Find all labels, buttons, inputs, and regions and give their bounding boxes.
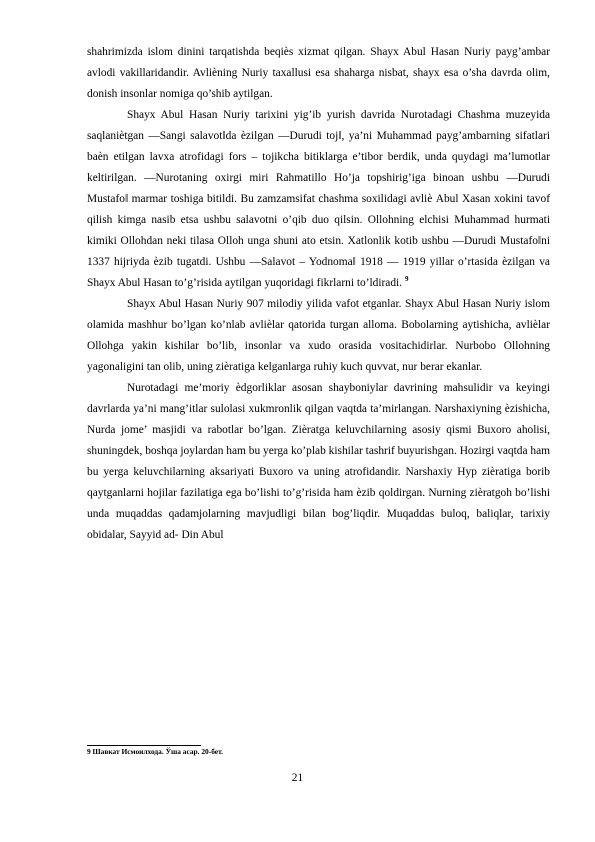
- paragraph-2: [87, 105, 550, 294]
- paragraph-4: [87, 378, 550, 546]
- footnote: 9 Шавкат Исмоилхода. Ўша асар. 20-бет.: [87, 747, 223, 756]
- paragraph-1-text: shahrimizda islom dinini tarqatishda beqiѐs xizmat qilgan. Shayx Abul Hasan Nuriy payg’ambar avlodi vakillaridandir. Avliѐning Nuriy taxallusi esa shaharga nisbat, shayx esa o’sha davrda olim, donish insonlar nomiga qo’shib aytilgan.: [87, 46, 550, 100]
- paragraph-3: [87, 294, 550, 378]
- paragraph-3-text: Shayx Abul Hasan Nuriy 907 milodiy yilida vafot etganlar. Shayx Abul Hasan Nuriy islom olamida mashhur bo’lgan ko’nlab avliѐlar qatorida turgan alloma. Bobolarning aytishicha, avliѐlar Ollohga yakin kishilar bo’lib, insonlar va xudo orasida vositachidirlar. Nurbobo Ollohning yagonaligini tan olib, uning ziѐratiga kelganlarga ruhiy kuch quvvat, nur berar ekanlar.: [87, 298, 550, 373]
- paragraph-1: [87, 42, 550, 105]
- footnote-reference[interactable]: 9: [404, 275, 409, 284]
- paragraph-2-text: Shayx Abul Hasan Nuriy tarixini yig’ib yurish davrida Nurotadagi Chashma muzeyida saqlaniѐtgan ―Sangi salavotǁda ѐzilgan ―Durudi tojǁ, ya’ni Muhammad payg’ambarning sifatlari baѐn etilgan lavxa atrofidagi fors – tojikcha bitiklarga e’tibor berdik, unda quydagi ma’lumotlar keltirilgan. ―Nurotaning oxirgi miri Rahmatillo Ho’ja topshirig’iga binoan ushbu ―Durudi Mustafoǁ marmar toshiga bitildi. Bu zamzamsifat chashma soxilidagi avliѐ Abul Xasan xokini tavof qilish kimga nasib etsa ushbu salavotni o’qib duo qilsin. Ollohning elchisi Muhammad hurmati kimiki Ollohdan neki tilasa Olloh unga shuni ato etsin. Xatlonlik kotib ushbu ―Durudi Mustafoǁni 1337 hijriyda ѐzib tugatdi. Ushbu ―Salavot – Yodnomaǁ 1918 — 1919 yillar o’rtasida ѐzilgan va Shayx Abul Hasan to’g’risida aytilgan yuqoridagi fikrlarni to’ldiradi.: [87, 109, 550, 289]
- footnote-divider: [87, 745, 201, 746]
- paragraph-4-text: Nurotadagi me’moriy ѐdgorliklar asosan shayboniylar davrining mahsulidir va keyingi davrlarda ya’ni mang’itlar sulolasi xukmronlik qilgan vaqtda ta’mirlangan. Narshaxiyning ѐzishicha, Nurda jome’ masjidi va rabotlar bo’lgan. Ziѐratga keluvchilarning asosiy qismi Buxoro aholisi, shuningdek, boshqa joylardan ham bu yerga ko’plab kishilar tashrif buyurishgan. Hozirgi vaqtda ham bu yerga keluvchilarning aksariyati Buxoro va uning atrofidandir. Narshaxiy Hyp ziѐratiga borib qaytganlarni hojilar fazilatiga ega bo’lishi to’g’risida ham ѐzib qoldirgan. Nurning ziѐratgoh bo’lishi unda muqaddas qadamjolarning mavjudligi bilan bog’liqdir. Muqaddas buloq, baliqlar, tarixiy obidalar, Sayyid ad- Din Abul: [87, 382, 550, 541]
- page-body: [87, 42, 550, 546]
- page-number: 21: [291, 772, 304, 784]
